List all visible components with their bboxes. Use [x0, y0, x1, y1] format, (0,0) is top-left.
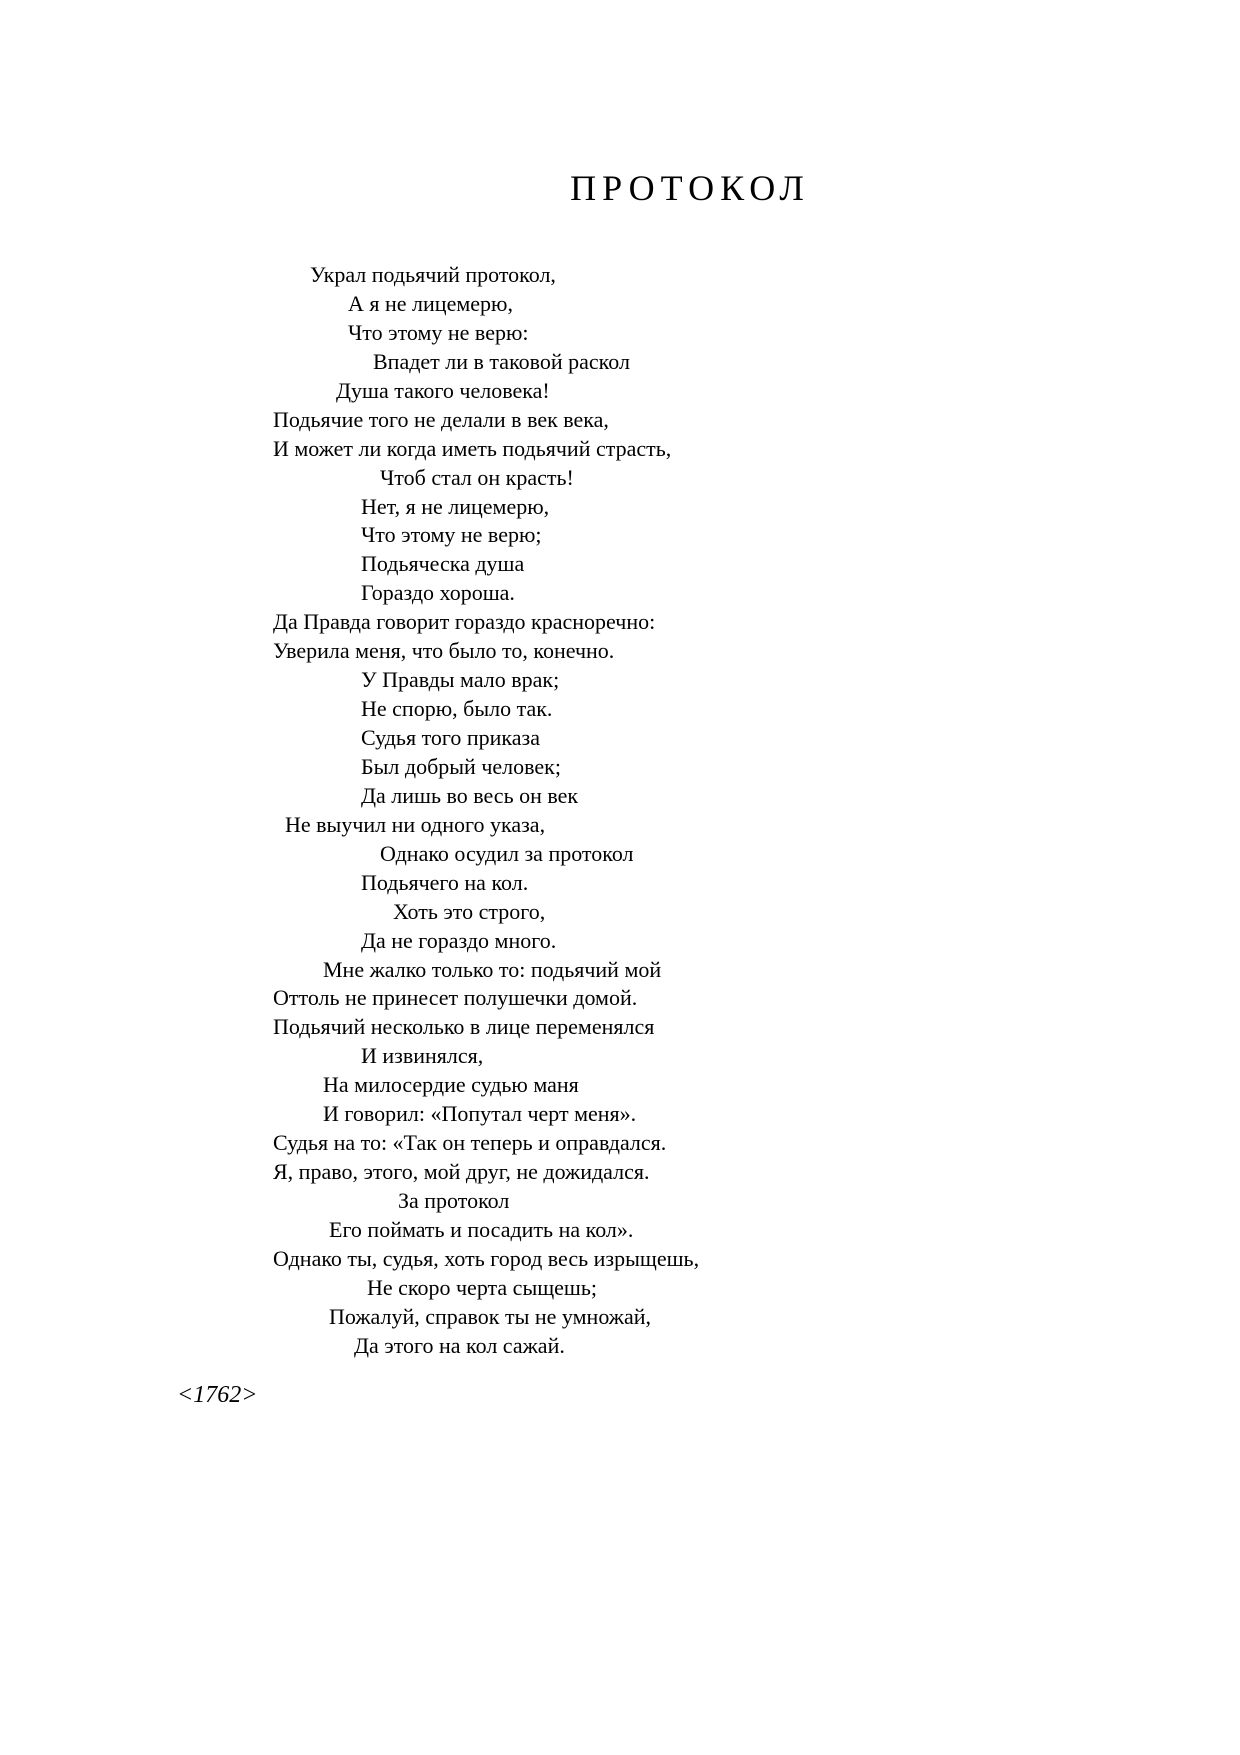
poem-line: Нет, я не лицемерю, [361, 493, 550, 519]
poem-line: Я, право, этого, мой друг, не дожидался. [273, 1159, 650, 1185]
poem-line: И извинялся, [361, 1043, 484, 1069]
poem-line: Не скоро черта сыщешь; [367, 1274, 598, 1300]
poem-line: Не спорю, было так. [361, 696, 553, 722]
poem-line: У Правды мало врак; [361, 667, 560, 693]
poem-line: За протокол [398, 1188, 510, 1213]
poem-line: Что этому не верю; [361, 522, 542, 548]
poem-line: Мне жалко только то: подьячий мой [323, 956, 662, 982]
poem-line: Не выучил ни одного указа, [285, 811, 546, 837]
poem-line: Да Правда говорит гораздо красноречно: [273, 609, 656, 635]
poem-line: Однако ты, судья, хоть город весь изрыщешь, [273, 1245, 700, 1271]
poem-line: Да этого на кол сажай. [354, 1332, 565, 1358]
poem-line: Судья того приказа [361, 725, 541, 750]
poem-line: Подьячий несколько в лице переменялся [273, 1014, 655, 1040]
poem-line: На милосердие судью маня [323, 1072, 579, 1098]
poem-line: Да не гораздо много. [361, 927, 557, 953]
date-note: <1762> [177, 1382, 258, 1408]
poem-line: Однако осудил за протокол [380, 840, 634, 866]
poem-line: Его поймать и посадить на кол». [329, 1216, 634, 1242]
poem-line: Уверила меня, что было то, конечно. [273, 638, 615, 664]
poem-line: Подьячего на кол. [361, 869, 529, 895]
poem-line: Оттоль не принесет полушечки домой. [273, 985, 638, 1011]
poem-line: Судья на то: «Так он теперь и оправдался. [273, 1130, 667, 1156]
poem-line: Хоть это строго, [393, 898, 546, 924]
poem-line: Украл подьячий протокол, [310, 262, 556, 287]
poem-line: Гораздо хороша. [361, 580, 515, 606]
poem-line: Подьячие того не делали в век века, [273, 406, 609, 432]
poem-body [273, 261, 973, 1361]
poem-line: Душа такого человека! [336, 377, 550, 403]
poem-line: И говорил: «Попутал черт меня». [323, 1101, 637, 1127]
poem-line: Да лишь во весь он век [361, 782, 579, 808]
poem-line: Что этому не верю: [348, 319, 529, 345]
poem-line: Подьяческа душа [361, 551, 525, 577]
poem-line: Чтоб стал он красть! [380, 464, 574, 490]
poem-line: Был добрый человек; [361, 753, 561, 779]
poem-line: Впадет ли в таковой раскол [373, 348, 630, 374]
poem-line: А я не лицемерю, [348, 290, 513, 316]
poem-title: ПРОТОКОЛ [570, 168, 810, 208]
poem-line: Пожалуй, справок ты не умножай, [329, 1303, 652, 1329]
poem-line: И может ли когда иметь подьячий страсть, [273, 435, 672, 461]
